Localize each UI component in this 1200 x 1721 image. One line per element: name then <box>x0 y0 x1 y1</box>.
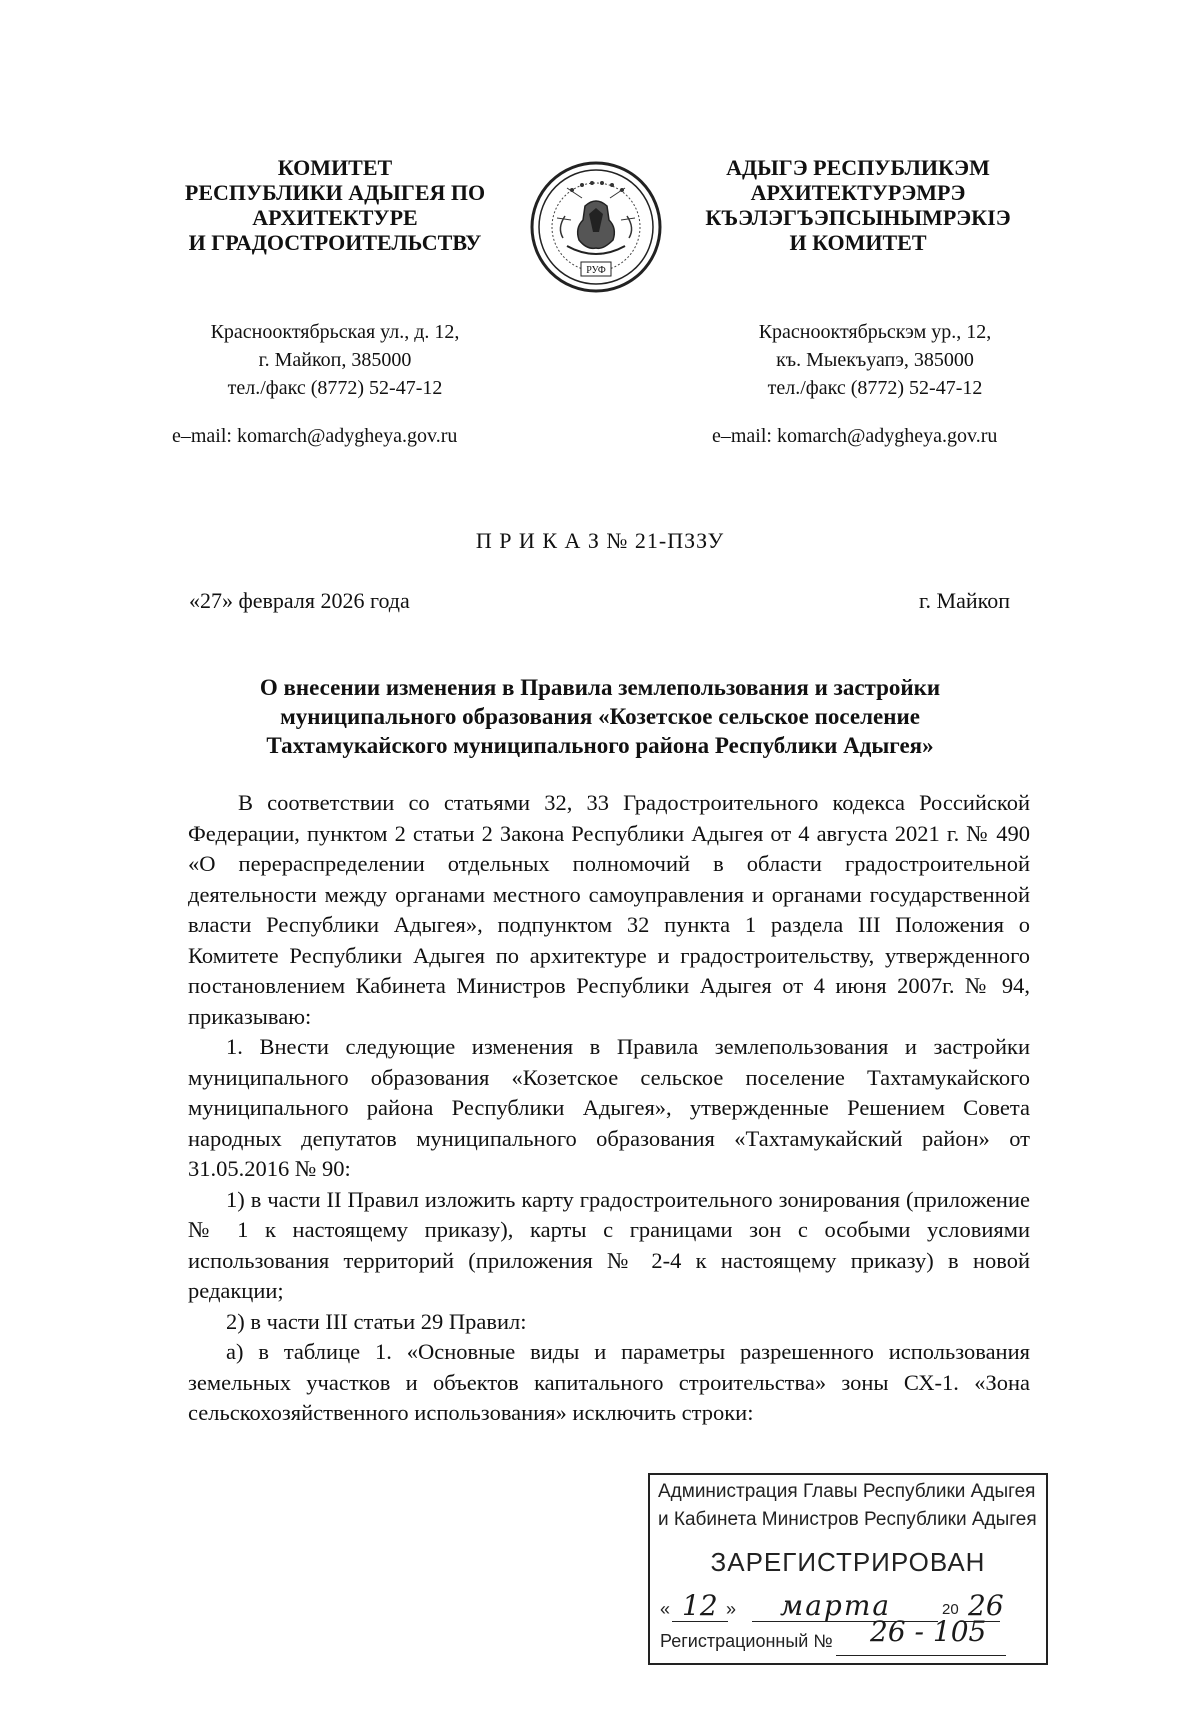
order-city: г. Майкоп <box>919 588 1010 613</box>
header-right-line: И КОМИТЕТ <box>789 230 927 255</box>
stamp-org-line: Администрация Главы Республики Адыгея <box>658 1481 1036 1502</box>
stamp-reg-underline <box>836 1655 1006 1656</box>
header-right-org-name <box>668 155 1048 255</box>
order-subject <box>160 673 1040 760</box>
body-paragraph: 1) в части II Правил изложить карту градостроительного зонирования (приложение № 1 к настоящему приказу), карты с границами зон с особыми условиями использования территорий (приложения № 2-4 к настоящему приказу) в новой редакции; <box>188 1186 1030 1303</box>
header-left-line: КОМИТЕТ <box>277 155 393 180</box>
stamp-month: марта <box>780 1589 892 1622</box>
stamp-year-prefix: 20 <box>942 1601 959 1618</box>
address-left-line: Краснооктябрьская ул., д. 12, <box>210 321 460 343</box>
body-paragraph: В соответствии со статьями 32, 33 Градостроительного кодекса Российской Федерации, пунктом 2 статьи 2 Закона Республики Адыгея от 4 августа 2021 г. № 490 «О перераспределении отдельных полномочий в области градостроительной деятельности между органами местного самоуправления и органами государственной власти Республики Адыгея», подпунктом 32 пункта 1 раздела III Положения о Комитете Республики Адыгея по архитектуре и градостроительству, утвержденного постановлением Кабинета Министров Республики Адыгея от 4 июня 2007г. № 94, приказываю: <box>188 790 1030 1029</box>
email-left: e–mail: komarch@adygheya.gov.ru <box>172 425 458 447</box>
stamp-org-line: и Кабинета Министров Республики Адыгея <box>658 1509 1037 1530</box>
header-right-line: АДЫГЭ РЕСПУБЛИКЭМ <box>726 155 990 180</box>
body-paragraph: 1. Внести следующие изменения в Правила землепользования и застройки муниципального образования «Козетское сельское поселение Тахтамукайского муниципального района Республики Адыгея», утвержденные Решением Совета народных депутатов муниципального образования «Тахтамукайский район» от 31.05.2016 № 90: <box>188 1034 1030 1181</box>
header-right-line: АРХИТЕКТУРЭМРЭ <box>750 180 966 205</box>
stamp-reg-number: 26 - 105 <box>870 1615 987 1648</box>
stamp-day-underline <box>672 1621 728 1622</box>
order-date: «27» февраля 2026 года <box>189 588 410 613</box>
order-title: П Р И К А З № 21-ПЗЗУ <box>475 528 725 553</box>
stamp-year-suffix: 26 <box>968 1589 1004 1622</box>
subject-line: муниципального образования «Козетское сельское поселение <box>280 704 920 729</box>
body-paragraph: 2) в части III статьи 29 Правил: <box>226 1308 527 1334</box>
subject-line: Тахтамукайского муниципального района Республики Адыгея» <box>266 733 934 758</box>
email-right: e–mail: komarch@adygheya.gov.ru <box>712 425 998 447</box>
stamp-quote-close: » <box>726 1599 737 1619</box>
stamp-day: 12 <box>682 1589 718 1622</box>
header-left-line: РЕСПУБЛИКИ АДЫГЕЯ ПО <box>184 180 486 205</box>
stamp-quote-open: « <box>660 1599 671 1619</box>
address-right-line: Краснооктябрьскэм ур., 12, <box>758 321 992 343</box>
address-right-line: къ. Мыекъуапэ, 385000 <box>776 349 974 371</box>
coat-of-arms-emblem-icon <box>527 158 665 296</box>
address-left-line: тел./факс (8772) 52-47-12 <box>227 377 443 399</box>
address-left <box>150 318 520 402</box>
registration-stamp <box>648 1473 1048 1665</box>
header-left-line: И ГРАДОСТРОИТЕЛЬСТВУ <box>188 230 482 255</box>
header-right-line: КЪЭЛЭГЪЭПСЫНЫМРЭКIЭ <box>705 205 1011 230</box>
address-right <box>690 318 1060 402</box>
address-right-line: тел./факс (8772) 52-47-12 <box>767 377 983 399</box>
header-left-org-name <box>170 155 500 255</box>
address-left-line: г. Майкоп, 385000 <box>258 349 412 371</box>
stamp-status: ЗАРЕГИСТРИРОВАН <box>710 1547 986 1577</box>
stamp-reg-label: Регистрационный № <box>660 1631 833 1651</box>
subject-line: О внесении изменения в Правила землепользования и застройки <box>259 675 941 700</box>
emblem-text: РУФ <box>586 265 606 276</box>
body-paragraph: а) в таблице 1. «Основные виды и параметры разрешенного использования земельных участков и объектов капитального строительства» зоны СХ-1. «Зона сельскохозяйственного использования» исключить строки: <box>188 1339 1030 1425</box>
order-body <box>188 788 1030 1429</box>
header-left-line: АРХИТЕКТУРЕ <box>252 205 418 230</box>
